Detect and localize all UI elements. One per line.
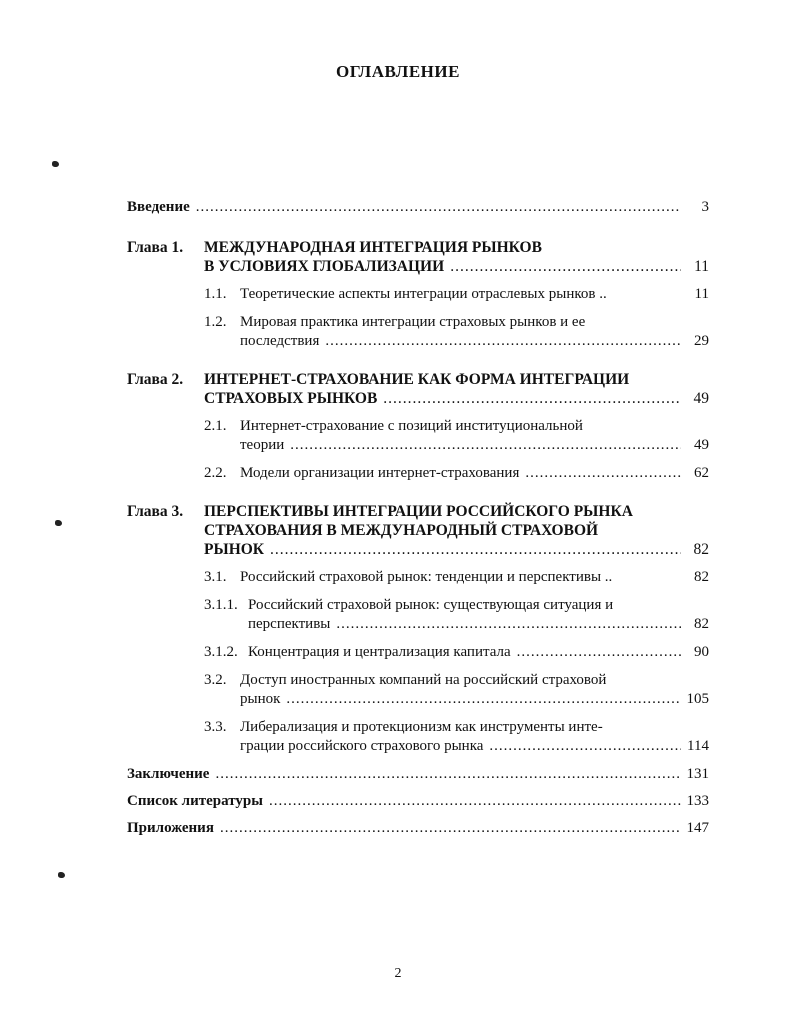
section-title: Российский страховой рынок: существующая ситуация и [248, 597, 614, 613]
section-number: 1.2. [204, 314, 227, 330]
section-title: Доступ иностранных компаний на российский страховой [240, 672, 607, 688]
chapter-title-line: СТРАХОВЫХ РЫНКОВ [204, 390, 378, 407]
section-title: рынок [240, 691, 281, 707]
toc-entry-intro[interactable] [127, 198, 709, 217]
page-number: 2 [394, 966, 402, 981]
toc-entry-references[interactable] [127, 792, 709, 811]
leader-dots [517, 643, 681, 662]
section-title: перспективы [248, 616, 331, 632]
toc-entry-conclusion[interactable] [127, 765, 709, 784]
section-number: 3.3. [204, 719, 227, 735]
toc-section-3-1-1[interactable] [127, 596, 709, 634]
toc-page-number: 133 [686, 793, 709, 809]
toc-section-3-2[interactable] [127, 671, 709, 709]
chapter-title-line: ИНТЕРНЕТ-СТРАХОВАНИЕ КАК ФОРМА ИНТЕГРАЦИИ [204, 371, 630, 388]
section-title: Интернет-страхование с позиций институциональной [240, 418, 583, 434]
section-title: Концентрация и централизация капитала [248, 644, 511, 660]
toc-page-number: 82 [694, 616, 709, 632]
section-number: 3.1.2. [204, 644, 238, 660]
chapter-label: Глава 2. [127, 371, 184, 388]
toc-page-number: 90 [694, 644, 709, 660]
toc-entry-appendix[interactable] [127, 819, 709, 838]
toc-page-number: 11 [694, 258, 709, 275]
toc-page-number: 62 [694, 465, 709, 481]
toc-chapter-3[interactable] [127, 502, 709, 559]
toc-section-1-1[interactable] [127, 285, 709, 304]
section-title: последствия [240, 333, 320, 349]
leader-dots [290, 436, 681, 455]
leader-dots [286, 690, 680, 709]
section-number: 2.2. [204, 465, 227, 481]
section-number: 3.2. [204, 672, 227, 688]
toc-page-number: 82 [694, 569, 709, 585]
toc-page-number: 147 [686, 820, 709, 836]
toc-section-3-1-2[interactable] [127, 643, 709, 662]
toc-section-2-1[interactable] [127, 417, 709, 455]
leader-dots [220, 819, 681, 838]
chapter-label: Глава 1. [127, 239, 184, 256]
toc-entry-label: Список литературы [127, 793, 263, 809]
scan-speck [52, 161, 59, 167]
scan-speck [55, 520, 62, 526]
section-title: Мировая практика интеграции страховых рынков и ее [240, 314, 586, 330]
section-title: грации российского страхового рынка [240, 738, 484, 754]
chapter-label: Глава 3. [127, 503, 184, 520]
toc-page-number: 49 [694, 437, 709, 453]
toc-chapter-1[interactable] [127, 238, 709, 276]
leader-dots [270, 540, 681, 559]
section-title: Модели организации интернет-страхования [240, 465, 520, 481]
section-number: 1.1. [204, 286, 227, 302]
chapter-title-line: В УСЛОВИЯХ ГЛОБАЛИЗАЦИИ [204, 258, 445, 275]
toc-chapter-2[interactable] [127, 370, 709, 408]
chapter-title-line: СТРАХОВАНИЯ В МЕЖДУНАРОДНЫЙ СТРАХОВОЙ [204, 522, 599, 539]
toc-entry-label: Заключение [127, 766, 210, 782]
leader-dots [325, 332, 681, 351]
section-title: теории [240, 437, 285, 453]
section-title: Российский страховой рынок: тенденции и перспективы .. [240, 569, 613, 585]
section-number: 3.1.1. [204, 597, 238, 613]
leader-dots [196, 198, 681, 217]
toc-section-1-2[interactable] [127, 313, 709, 351]
chapter-title-line: ПЕРСПЕКТИВЫ ИНТЕГРАЦИИ РОССИЙСКОГО РЫНКА [204, 503, 633, 520]
chapter-title-line: МЕЖДУНАРОДНАЯ ИНТЕГРАЦИЯ РЫНКОВ [204, 239, 542, 256]
toc-entry-label: Введение [127, 199, 190, 215]
toc-section-3-1[interactable] [127, 568, 709, 587]
table-of-contents [127, 198, 709, 847]
leader-dots [450, 257, 681, 276]
toc-section-2-2[interactable] [127, 464, 709, 483]
leader-dots [383, 389, 681, 408]
toc-entry-label: Приложения [127, 820, 214, 836]
toc-page-number: 82 [693, 541, 709, 558]
toc-page-number: 114 [687, 738, 709, 754]
leader-dots [215, 765, 680, 784]
section-number: 2.1. [204, 418, 227, 434]
toc-page-number: 3 [701, 199, 709, 215]
section-title: Либерализация и протекционизм как инструменты инте- [240, 719, 603, 735]
chapter-title-line: РЫНОК [204, 541, 265, 558]
toc-page-number: 11 [694, 286, 709, 302]
leader-dots [336, 615, 681, 634]
toc-section-3-3[interactable] [127, 718, 709, 756]
toc-page-number: 29 [694, 333, 709, 349]
toc-title: ОГЛАВЛЕНИЕ [336, 62, 460, 81]
section-number: 3.1. [204, 569, 227, 585]
toc-page-number: 105 [686, 691, 709, 707]
scan-speck [58, 872, 65, 878]
leader-dots [525, 464, 681, 483]
toc-page-number: 131 [686, 766, 709, 782]
leader-dots [269, 792, 681, 811]
toc-page-number: 49 [693, 390, 709, 407]
section-title: Теоретические аспекты интеграции отраслевых рынков .. [240, 286, 607, 302]
leader-dots [489, 737, 681, 756]
